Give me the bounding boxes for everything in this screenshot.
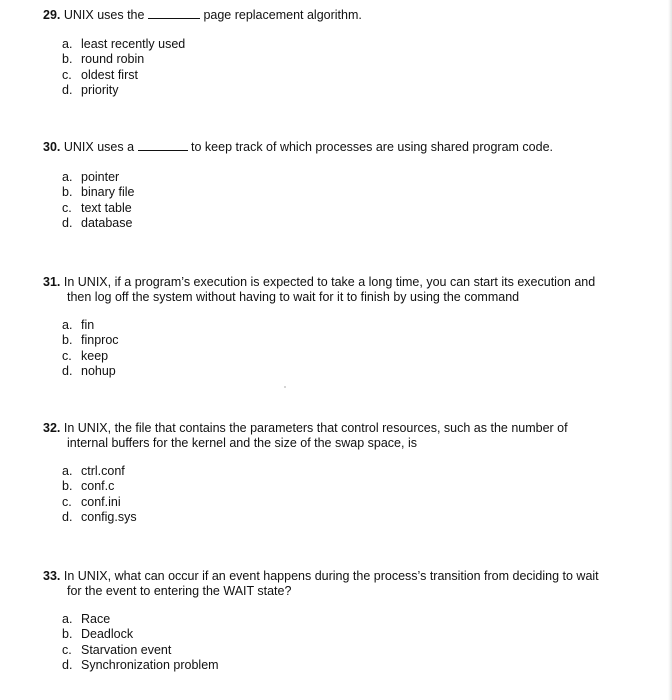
option-letter: b.	[62, 479, 73, 494]
option-c	[62, 68, 185, 83]
answer-options	[62, 612, 219, 673]
question-stem-line-2: then log off the system without having to wait for it to finish by using the command	[67, 290, 520, 304]
option-letter: c.	[62, 200, 72, 215]
option-text: conf.ini	[81, 494, 121, 509]
option-text: round robin	[81, 52, 145, 67]
option-a	[62, 37, 185, 52]
option-d	[62, 216, 135, 231]
question-number: 33.	[43, 569, 61, 583]
option-text: Race	[81, 612, 111, 626]
option-letter: d.	[62, 82, 73, 97]
option-letter: a.	[62, 612, 73, 626]
option-letter: a.	[62, 318, 73, 332]
answer-options	[62, 318, 119, 379]
question-number: 31.	[43, 275, 61, 289]
answer-options	[62, 37, 185, 98]
option-b	[62, 627, 219, 642]
option-text: oldest first	[81, 67, 138, 82]
option-text: binary file	[81, 185, 135, 200]
option-text: least recently used	[81, 37, 186, 51]
question-stem-line-1	[43, 421, 568, 436]
option-text: fin	[81, 318, 95, 332]
option-c	[62, 495, 137, 510]
question-number: 29.	[43, 8, 61, 22]
option-letter: c.	[62, 642, 72, 657]
option-b	[62, 185, 135, 200]
option-c	[62, 201, 135, 216]
option-b	[62, 52, 185, 67]
stem-before-blank: UNIX uses the	[63, 8, 145, 22]
option-text: nohup	[81, 363, 116, 378]
option-text: Starvation event	[81, 642, 172, 657]
option-text: conf.c	[81, 479, 115, 494]
option-a	[62, 318, 119, 333]
stem-text: In UNIX, what can occur if an event happens during the process’s transition from deciding to wait	[63, 569, 599, 583]
stem-before-blank: UNIX uses a	[63, 140, 135, 154]
question-stem	[43, 140, 553, 155]
scan-speck	[284, 386, 286, 388]
option-letter: a.	[62, 464, 73, 478]
option-letter: b.	[62, 333, 73, 348]
fill-in-blank	[138, 140, 188, 151]
option-b	[62, 479, 137, 494]
option-text: keep	[81, 348, 109, 363]
question-stem-line-1	[43, 275, 595, 290]
answer-options	[62, 170, 135, 231]
option-text: database	[81, 215, 133, 230]
option-letter: d.	[62, 509, 73, 524]
option-text: finproc	[81, 333, 119, 348]
option-d	[62, 364, 119, 379]
option-text: text table	[81, 200, 132, 215]
question-number: 32.	[43, 421, 61, 435]
option-d	[62, 658, 219, 673]
option-c	[62, 349, 119, 364]
option-d	[62, 83, 185, 98]
option-letter: c.	[62, 67, 72, 82]
stem-text: In UNIX, if a program’s execution is expected to take a long time, you can start its execution and	[63, 275, 596, 289]
stem-after-blank: page replacement algorithm.	[203, 8, 362, 22]
option-c	[62, 643, 219, 658]
option-a	[62, 170, 135, 185]
answer-options	[62, 464, 137, 525]
option-text: config.sys	[81, 509, 137, 524]
option-letter: b.	[62, 185, 73, 200]
question-stem-line-2: for the event to entering the WAIT state?	[67, 584, 292, 598]
question-number: 30.	[43, 140, 61, 154]
option-letter: d.	[62, 215, 73, 230]
option-text: pointer	[81, 170, 120, 184]
question-stem-line-1	[43, 569, 599, 584]
option-text: Synchronization problem	[81, 657, 219, 672]
option-letter: d.	[62, 657, 73, 672]
fill-in-blank	[148, 8, 200, 19]
option-d	[62, 510, 137, 525]
stem-text: In UNIX, the file that contains the parameters that control resources, such as the number of	[63, 421, 568, 435]
option-letter: a.	[62, 170, 73, 184]
option-letter: c.	[62, 494, 72, 509]
option-a	[62, 464, 137, 479]
page-edge-shadow	[668, 0, 672, 700]
option-text: Deadlock	[81, 627, 134, 642]
option-letter: a.	[62, 37, 73, 51]
option-letter: b.	[62, 52, 73, 67]
stem-after-blank: to keep track of which processes are using shared program code.	[191, 140, 554, 154]
question-stem-line-2: internal buffers for the kernel and the size of the swap space, is	[67, 436, 417, 450]
option-letter: b.	[62, 627, 73, 642]
option-a	[62, 612, 219, 627]
option-text: priority	[81, 82, 119, 97]
question-stem	[43, 8, 362, 23]
option-letter: d.	[62, 363, 73, 378]
option-text: ctrl.conf	[81, 464, 125, 478]
option-b	[62, 333, 119, 348]
option-letter: c.	[62, 348, 72, 363]
